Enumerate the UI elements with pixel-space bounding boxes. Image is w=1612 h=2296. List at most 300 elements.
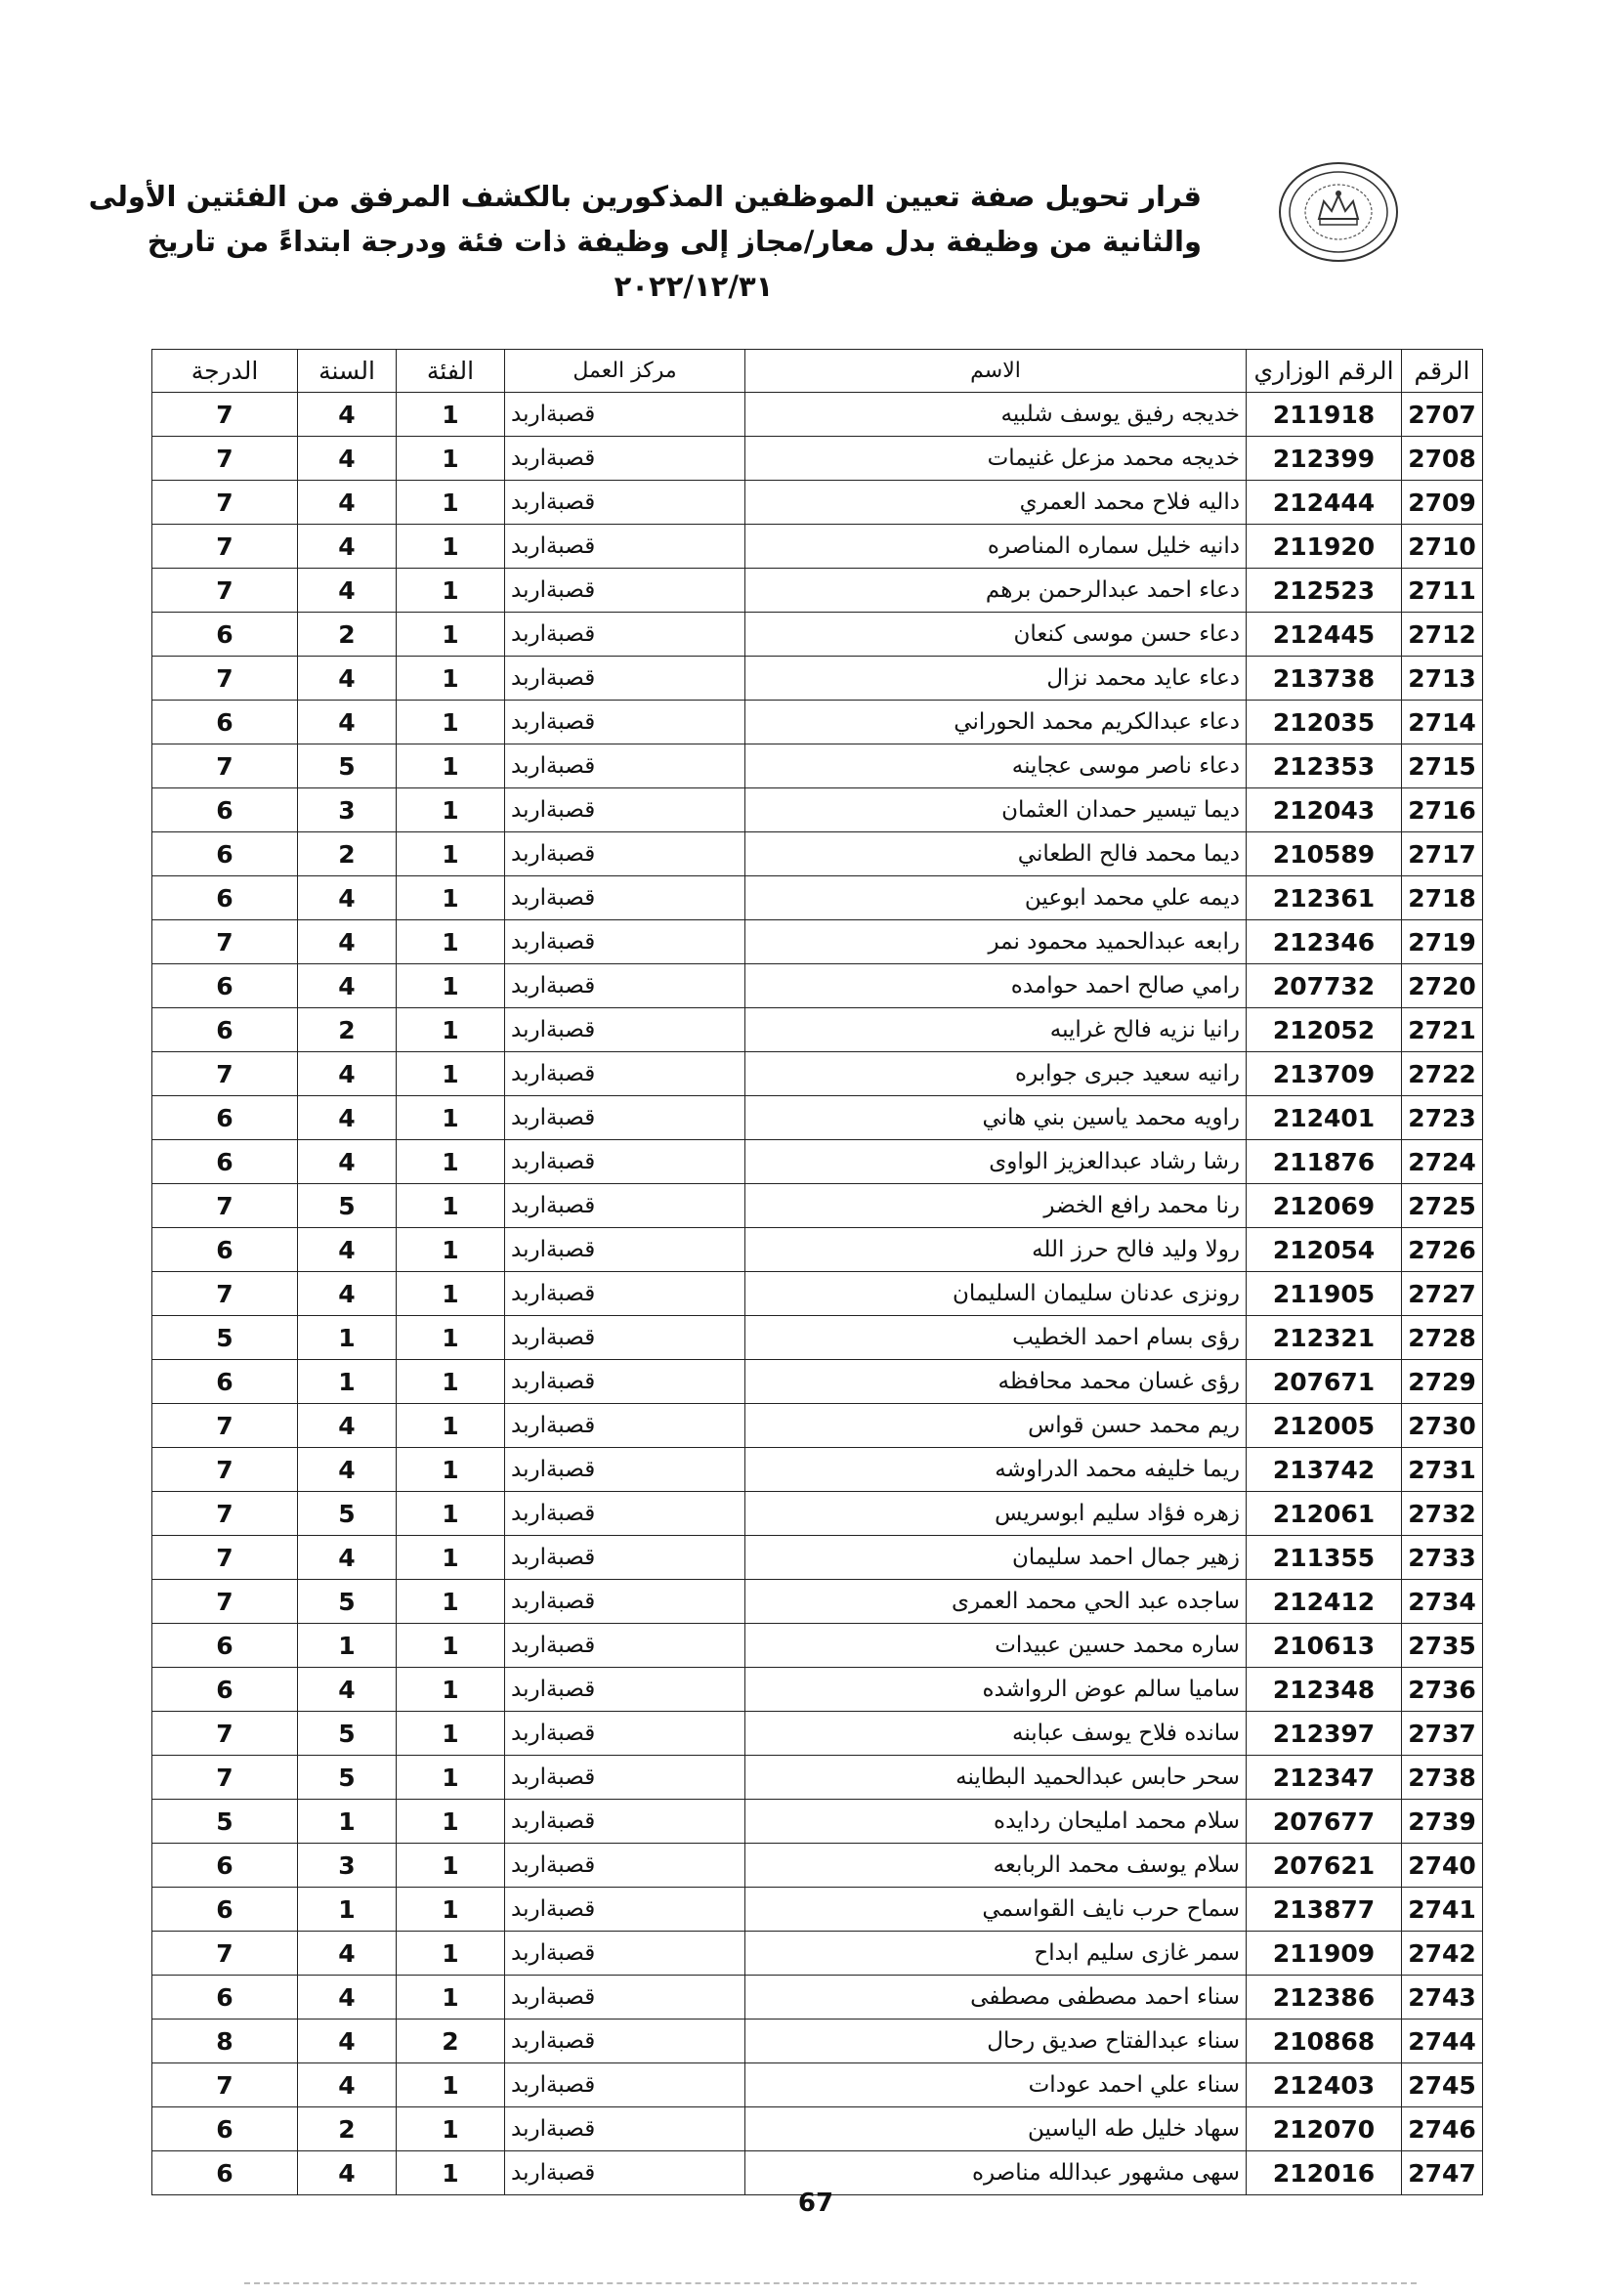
table-row — [152, 1932, 1483, 1976]
cell-work-center: قصبةاربد — [505, 2107, 745, 2151]
table-row — [152, 2063, 1483, 2107]
cell-work-center: قصبةاربد — [505, 569, 745, 613]
cell-category: 1 — [397, 569, 505, 613]
cell-category: 1 — [397, 525, 505, 569]
cell-name: سناء علي احمد عودات — [745, 2063, 1247, 2107]
cell-category: 1 — [397, 1756, 505, 1800]
cell-name: رشا رشاد عبدالعزيز الواوى — [745, 1140, 1247, 1184]
cell-grade: 7 — [152, 744, 298, 788]
header-category: الفئة — [397, 350, 505, 393]
cell-name: سلام محمد امليحان ردايده — [745, 1800, 1247, 1844]
cell-no: 2738 — [1402, 1756, 1483, 1800]
cell-work-center: قصبةاربد — [505, 481, 745, 525]
cell-year: 4 — [298, 569, 397, 613]
cell-year: 4 — [298, 1140, 397, 1184]
cell-ministry-id: 213709 — [1247, 1052, 1402, 1096]
cell-year: 4 — [298, 2151, 397, 2195]
cell-work-center: قصبةاربد — [505, 1360, 745, 1404]
cell-name: دعاء ناصر موسى عجاينه — [745, 744, 1247, 788]
table-row — [152, 744, 1483, 788]
cell-category: 1 — [397, 613, 505, 657]
cell-ministry-id: 213738 — [1247, 657, 1402, 701]
header-name: الاسم — [745, 350, 1247, 393]
cell-name: ديما محمد فالح الطعاني — [745, 832, 1247, 876]
cell-category: 1 — [397, 393, 505, 437]
table-row — [152, 393, 1483, 437]
cell-no: 2735 — [1402, 1624, 1483, 1668]
cell-no: 2743 — [1402, 1976, 1483, 2020]
cell-grade: 7 — [152, 2063, 298, 2107]
table-row — [152, 1008, 1483, 1052]
cell-grade: 7 — [152, 657, 298, 701]
cell-ministry-id: 212321 — [1247, 1316, 1402, 1360]
cell-grade: 6 — [152, 1360, 298, 1404]
table-row — [152, 1360, 1483, 1404]
cell-name: زهره فؤاد سليم ابوسريس — [745, 1492, 1247, 1536]
cell-name: دعاء احمد عبدالرحمن برهم — [745, 569, 1247, 613]
cell-grade: 6 — [152, 1624, 298, 1668]
cell-year: 4 — [298, 2020, 397, 2063]
cell-no: 2715 — [1402, 744, 1483, 788]
cell-year: 4 — [298, 1668, 397, 1712]
cell-ministry-id: 213877 — [1247, 1888, 1402, 1932]
cell-ministry-id: 212043 — [1247, 788, 1402, 832]
cell-name: سمر غازى سليم ابداح — [745, 1932, 1247, 1976]
cell-work-center: قصبةاربد — [505, 1272, 745, 1316]
cell-grade: 7 — [152, 920, 298, 964]
cell-ministry-id: 207671 — [1247, 1360, 1402, 1404]
cell-no: 2708 — [1402, 437, 1483, 481]
cell-year: 5 — [298, 1580, 397, 1624]
cell-ministry-id: 212016 — [1247, 2151, 1402, 2195]
cell-year: 4 — [298, 437, 397, 481]
cell-name: سهى مشهور عبدالله مناصره — [745, 2151, 1247, 2195]
table-row — [152, 569, 1483, 613]
cell-ministry-id: 211920 — [1247, 525, 1402, 569]
cell-category: 1 — [397, 701, 505, 744]
cell-category: 1 — [397, 2107, 505, 2151]
cell-ministry-id: 210868 — [1247, 2020, 1402, 2063]
cell-name: رانيا نزيه فالح غرايبه — [745, 1008, 1247, 1052]
cell-no: 2719 — [1402, 920, 1483, 964]
cell-year: 4 — [298, 1228, 397, 1272]
cell-grade: 6 — [152, 2151, 298, 2195]
cell-name: رانيه سعيد جبرى جوابره — [745, 1052, 1247, 1096]
cell-no: 2713 — [1402, 657, 1483, 701]
cell-year: 5 — [298, 1492, 397, 1536]
title-line-2: والثانية من وظيفة بدل معار/مجاز إلى وظيفة ذات فئة ودرجة ابتداءً من تاريخ — [147, 225, 1202, 258]
cell-grade: 8 — [152, 2020, 298, 2063]
cell-no: 2710 — [1402, 525, 1483, 569]
cell-ministry-id: 211355 — [1247, 1536, 1402, 1580]
cell-grade: 7 — [152, 481, 298, 525]
cell-name: دعاء حسن موسى كنعان — [745, 613, 1247, 657]
table-body — [152, 393, 1483, 2195]
table-row — [152, 1624, 1483, 1668]
cell-category: 1 — [397, 744, 505, 788]
cell-no: 2734 — [1402, 1580, 1483, 1624]
cell-grade: 6 — [152, 788, 298, 832]
document-title — [88, 174, 1202, 309]
cell-grade: 6 — [152, 1976, 298, 2020]
table-row — [152, 876, 1483, 920]
cell-work-center: قصبةاربد — [505, 1844, 745, 1888]
cell-work-center: قصبةاربد — [505, 2151, 745, 2195]
header-grade: الدرجة — [152, 350, 298, 393]
cell-year: 4 — [298, 525, 397, 569]
cell-name: سماح حرب نايف القواسمي — [745, 1888, 1247, 1932]
cell-no: 2746 — [1402, 2107, 1483, 2151]
cell-category: 1 — [397, 481, 505, 525]
cell-grade: 6 — [152, 1140, 298, 1184]
cell-year: 4 — [298, 1096, 397, 1140]
cell-name: رامي صالح احمد حوامده — [745, 964, 1247, 1008]
cell-year: 5 — [298, 1712, 397, 1756]
cell-category: 1 — [397, 1492, 505, 1536]
cell-year: 4 — [298, 1272, 397, 1316]
cell-ministry-id: 212061 — [1247, 1492, 1402, 1536]
cell-grade: 7 — [152, 1448, 298, 1492]
cell-name: ديما تيسير حمدان العثمان — [745, 788, 1247, 832]
cell-ministry-id: 212445 — [1247, 613, 1402, 657]
table-header-row — [152, 350, 1483, 393]
cell-ministry-id: 211876 — [1247, 1140, 1402, 1184]
cell-category: 1 — [397, 1140, 505, 1184]
cell-name: رونزى عدنان سليمان السليمان — [745, 1272, 1247, 1316]
cell-work-center: قصبةاربد — [505, 1008, 745, 1052]
table-row — [152, 1404, 1483, 1448]
table-row — [152, 1668, 1483, 1712]
cell-year: 4 — [298, 920, 397, 964]
cell-ministry-id: 212069 — [1247, 1184, 1402, 1228]
table-row — [152, 525, 1483, 569]
cell-category: 1 — [397, 1844, 505, 1888]
cell-year: 5 — [298, 744, 397, 788]
cell-category: 1 — [397, 1536, 505, 1580]
cell-grade: 7 — [152, 1580, 298, 1624]
cell-work-center: قصبةاربد — [505, 1052, 745, 1096]
cell-no: 2737 — [1402, 1712, 1483, 1756]
cell-ministry-id: 212401 — [1247, 1096, 1402, 1140]
cell-no: 2726 — [1402, 1228, 1483, 1272]
cell-ministry-id: 212361 — [1247, 876, 1402, 920]
cell-name: دعاء عبدالكريم محمد الحوراني — [745, 701, 1247, 744]
cell-year: 1 — [298, 1624, 397, 1668]
cell-work-center: قصبةاربد — [505, 1756, 745, 1800]
cell-no: 2716 — [1402, 788, 1483, 832]
header-year: السنة — [298, 350, 397, 393]
cell-year: 4 — [298, 701, 397, 744]
cell-grade: 7 — [152, 525, 298, 569]
cell-name: سناء احمد مصطفى مصطفى — [745, 1976, 1247, 2020]
cell-work-center: قصبةاربد — [505, 393, 745, 437]
cell-year: 2 — [298, 2107, 397, 2151]
cell-grade: 7 — [152, 1712, 298, 1756]
cell-year: 4 — [298, 1404, 397, 1448]
cell-ministry-id: 212348 — [1247, 1668, 1402, 1712]
cell-work-center: قصبةاربد — [505, 2020, 745, 2063]
cell-category: 1 — [397, 1624, 505, 1668]
cell-name: زهير جمال احمد سليمان — [745, 1536, 1247, 1580]
cell-grade: 7 — [152, 1536, 298, 1580]
table-row — [152, 1844, 1483, 1888]
cell-no: 2724 — [1402, 1140, 1483, 1184]
cell-ministry-id: 212386 — [1247, 1976, 1402, 2020]
cell-work-center: قصبةاربد — [505, 788, 745, 832]
page-number: 67 — [797, 2189, 834, 2218]
cell-category: 1 — [397, 2063, 505, 2107]
cell-ministry-id: 211905 — [1247, 1272, 1402, 1316]
cell-work-center: قصبةاربد — [505, 1228, 745, 1272]
cell-work-center: قصبةاربد — [505, 1932, 745, 1976]
cell-work-center: قصبةاربد — [505, 657, 745, 701]
cell-category: 1 — [397, 1976, 505, 2020]
cell-grade: 6 — [152, 1096, 298, 1140]
table-row — [152, 1228, 1483, 1272]
title-line-1: قرار تحويل صفة تعيين الموظفين المذكورين بالكشف المرفق من الفئتين الأولى — [88, 180, 1202, 213]
cell-name: سحر حابس عبدالحميد البطاينه — [745, 1756, 1247, 1800]
cell-ministry-id: 212353 — [1247, 744, 1402, 788]
ministry-seal-icon — [1275, 158, 1402, 266]
cell-grade: 6 — [152, 2107, 298, 2151]
cell-no: 2736 — [1402, 1668, 1483, 1712]
cell-grade: 6 — [152, 1008, 298, 1052]
header-no: الرقم — [1402, 350, 1483, 393]
cell-ministry-id: 212346 — [1247, 920, 1402, 964]
cell-category: 1 — [397, 832, 505, 876]
cell-grade: 6 — [152, 1888, 298, 1932]
cell-year: 5 — [298, 1184, 397, 1228]
cell-grade: 6 — [152, 964, 298, 1008]
cell-no: 2731 — [1402, 1448, 1483, 1492]
cell-work-center: قصبةاربد — [505, 876, 745, 920]
cell-no: 2744 — [1402, 2020, 1483, 2063]
cell-ministry-id: 213742 — [1247, 1448, 1402, 1492]
cell-work-center: قصبةاربد — [505, 1580, 745, 1624]
cell-name: رؤى بسام احمد الخطيب — [745, 1316, 1247, 1360]
cell-category: 1 — [397, 1448, 505, 1492]
cell-work-center: قصبةاربد — [505, 1976, 745, 2020]
table-row — [152, 920, 1483, 964]
table-row — [152, 701, 1483, 744]
table-row — [152, 657, 1483, 701]
cell-year: 4 — [298, 1976, 397, 2020]
cell-year: 4 — [298, 1448, 397, 1492]
cell-year: 5 — [298, 1756, 397, 1800]
cell-name: خديجه محمد مزعل غنيمات — [745, 437, 1247, 481]
cell-name: ساره محمد حسين عبيدات — [745, 1624, 1247, 1668]
cell-category: 1 — [397, 1096, 505, 1140]
cell-no: 2747 — [1402, 2151, 1483, 2195]
header-ministry-id: الرقم الوزاري — [1247, 350, 1402, 393]
cell-grade: 7 — [152, 1492, 298, 1536]
cell-category: 1 — [397, 964, 505, 1008]
cell-name: سانده فلاح يوسف عبابنه — [745, 1712, 1247, 1756]
cell-year: 3 — [298, 788, 397, 832]
cell-category: 1 — [397, 1184, 505, 1228]
cell-year: 4 — [298, 1052, 397, 1096]
cell-name: سهاد خليل طه الياسين — [745, 2107, 1247, 2151]
cell-grade: 6 — [152, 701, 298, 744]
cell-no: 2720 — [1402, 964, 1483, 1008]
cell-no: 2714 — [1402, 701, 1483, 744]
cell-category: 1 — [397, 1272, 505, 1316]
cell-name: راويه محمد ياسين بني هاني — [745, 1096, 1247, 1140]
cell-year: 2 — [298, 832, 397, 876]
cell-ministry-id: 212054 — [1247, 1228, 1402, 1272]
cell-no: 2727 — [1402, 1272, 1483, 1316]
cell-category: 1 — [397, 1008, 505, 1052]
cell-no: 2742 — [1402, 1932, 1483, 1976]
cell-no: 2721 — [1402, 1008, 1483, 1052]
cell-ministry-id: 210589 — [1247, 832, 1402, 876]
cell-ministry-id: 207732 — [1247, 964, 1402, 1008]
cell-year: 4 — [298, 1932, 397, 1976]
cell-ministry-id: 212070 — [1247, 2107, 1402, 2151]
cell-category: 1 — [397, 1580, 505, 1624]
cell-year: 4 — [298, 2063, 397, 2107]
cell-work-center: قصبةاربد — [505, 1624, 745, 1668]
cell-no: 2745 — [1402, 2063, 1483, 2107]
cell-work-center: قصبةاربد — [505, 832, 745, 876]
cell-ministry-id: 212005 — [1247, 1404, 1402, 1448]
table-row — [152, 437, 1483, 481]
table-row — [152, 1140, 1483, 1184]
table-row — [152, 1184, 1483, 1228]
cell-name: رؤى غسان محمد محافظه — [745, 1360, 1247, 1404]
cell-work-center: قصبةاربد — [505, 1492, 745, 1536]
cell-category: 1 — [397, 1712, 505, 1756]
cell-work-center: قصبةاربد — [505, 1712, 745, 1756]
cell-grade: 6 — [152, 1668, 298, 1712]
table-row — [152, 1316, 1483, 1360]
cell-grade: 6 — [152, 1228, 298, 1272]
cell-name: ساجده عبد الحي محمد العمرى — [745, 1580, 1247, 1624]
cell-grade: 6 — [152, 613, 298, 657]
cell-no: 2733 — [1402, 1536, 1483, 1580]
cell-year: 1 — [298, 1800, 397, 1844]
cell-no: 2730 — [1402, 1404, 1483, 1448]
cell-name: خديجه رفيق يوسف شلبيه — [745, 393, 1247, 437]
cell-ministry-id: 207677 — [1247, 1800, 1402, 1844]
cell-category: 1 — [397, 657, 505, 701]
cell-category: 1 — [397, 437, 505, 481]
cell-name: ريم محمد حسن قواس — [745, 1404, 1247, 1448]
cell-ministry-id: 211918 — [1247, 393, 1402, 437]
cell-grade: 7 — [152, 569, 298, 613]
cell-category: 1 — [397, 920, 505, 964]
cell-grade: 7 — [152, 1404, 298, 1448]
cell-no: 2741 — [1402, 1888, 1483, 1932]
cell-work-center: قصبةاربد — [505, 1888, 745, 1932]
cell-name: رولا وليد فالح حرز الله — [745, 1228, 1247, 1272]
cell-no: 2739 — [1402, 1800, 1483, 1844]
cell-grade: 6 — [152, 832, 298, 876]
cell-category: 1 — [397, 2151, 505, 2195]
table-row — [152, 1712, 1483, 1756]
cell-ministry-id: 212523 — [1247, 569, 1402, 613]
cell-grade: 7 — [152, 1756, 298, 1800]
table-row — [152, 2107, 1483, 2151]
cell-category: 1 — [397, 876, 505, 920]
cell-work-center: قصبةاربد — [505, 1668, 745, 1712]
cell-name: رنا محمد رافع الخضر — [745, 1184, 1247, 1228]
cell-category: 1 — [397, 1360, 505, 1404]
cell-work-center: قصبةاربد — [505, 1800, 745, 1844]
table-row — [152, 1756, 1483, 1800]
cell-ministry-id: 212412 — [1247, 1580, 1402, 1624]
cell-no: 2729 — [1402, 1360, 1483, 1404]
cell-category: 1 — [397, 1800, 505, 1844]
cell-name: سناء عبدالفتاح صديق رحال — [745, 2020, 1247, 2063]
table-row — [152, 1272, 1483, 1316]
cell-no: 2725 — [1402, 1184, 1483, 1228]
cell-year: 1 — [298, 1316, 397, 1360]
cell-year: 4 — [298, 481, 397, 525]
cell-no: 2707 — [1402, 393, 1483, 437]
cell-work-center: قصبةاربد — [505, 1184, 745, 1228]
cell-year: 4 — [298, 393, 397, 437]
cell-work-center: قصبةاربد — [505, 744, 745, 788]
cell-ministry-id: 212399 — [1247, 437, 1402, 481]
cell-grade: 7 — [152, 437, 298, 481]
cell-ministry-id: 212347 — [1247, 1756, 1402, 1800]
cell-work-center: قصبةاربد — [505, 437, 745, 481]
cell-work-center: قصبةاربد — [505, 1140, 745, 1184]
cell-work-center: قصبةاربد — [505, 1096, 745, 1140]
cell-category: 1 — [397, 1052, 505, 1096]
table-row — [152, 2020, 1483, 2063]
cell-work-center: قصبةاربد — [505, 2063, 745, 2107]
cell-work-center: قصبةاربد — [505, 701, 745, 744]
cell-work-center: قصبةاربد — [505, 1448, 745, 1492]
cell-no: 2740 — [1402, 1844, 1483, 1888]
cell-no: 2718 — [1402, 876, 1483, 920]
cell-grade: 7 — [152, 1932, 298, 1976]
cell-category: 1 — [397, 1404, 505, 1448]
cell-ministry-id: 212035 — [1247, 701, 1402, 744]
cell-year: 2 — [298, 1008, 397, 1052]
cell-name: سلام يوسف محمد الربابعه — [745, 1844, 1247, 1888]
cell-grade: 6 — [152, 876, 298, 920]
cell-year: 4 — [298, 964, 397, 1008]
cell-category: 1 — [397, 1316, 505, 1360]
cell-category: 1 — [397, 1668, 505, 1712]
cell-category: 1 — [397, 1888, 505, 1932]
scan-edge-divider — [244, 2282, 1417, 2287]
table-row — [152, 1096, 1483, 1140]
cell-category: 1 — [397, 788, 505, 832]
employees-table — [151, 349, 1483, 2195]
cell-grade: 7 — [152, 1052, 298, 1096]
cell-no: 2717 — [1402, 832, 1483, 876]
table-row — [152, 613, 1483, 657]
cell-category: 1 — [397, 1228, 505, 1272]
cell-ministry-id: 212397 — [1247, 1712, 1402, 1756]
cell-no: 2732 — [1402, 1492, 1483, 1536]
cell-no: 2712 — [1402, 613, 1483, 657]
cell-no: 2722 — [1402, 1052, 1483, 1096]
cell-grade: 7 — [152, 393, 298, 437]
table-row — [152, 1052, 1483, 1096]
cell-name: رابعه عبدالحميد محمود نمر — [745, 920, 1247, 964]
cell-no: 2711 — [1402, 569, 1483, 613]
cell-no: 2723 — [1402, 1096, 1483, 1140]
table-row — [152, 1976, 1483, 2020]
cell-name: داليه فلاح محمد العمري — [745, 481, 1247, 525]
cell-grade: 5 — [152, 1316, 298, 1360]
cell-grade: 7 — [152, 1184, 298, 1228]
